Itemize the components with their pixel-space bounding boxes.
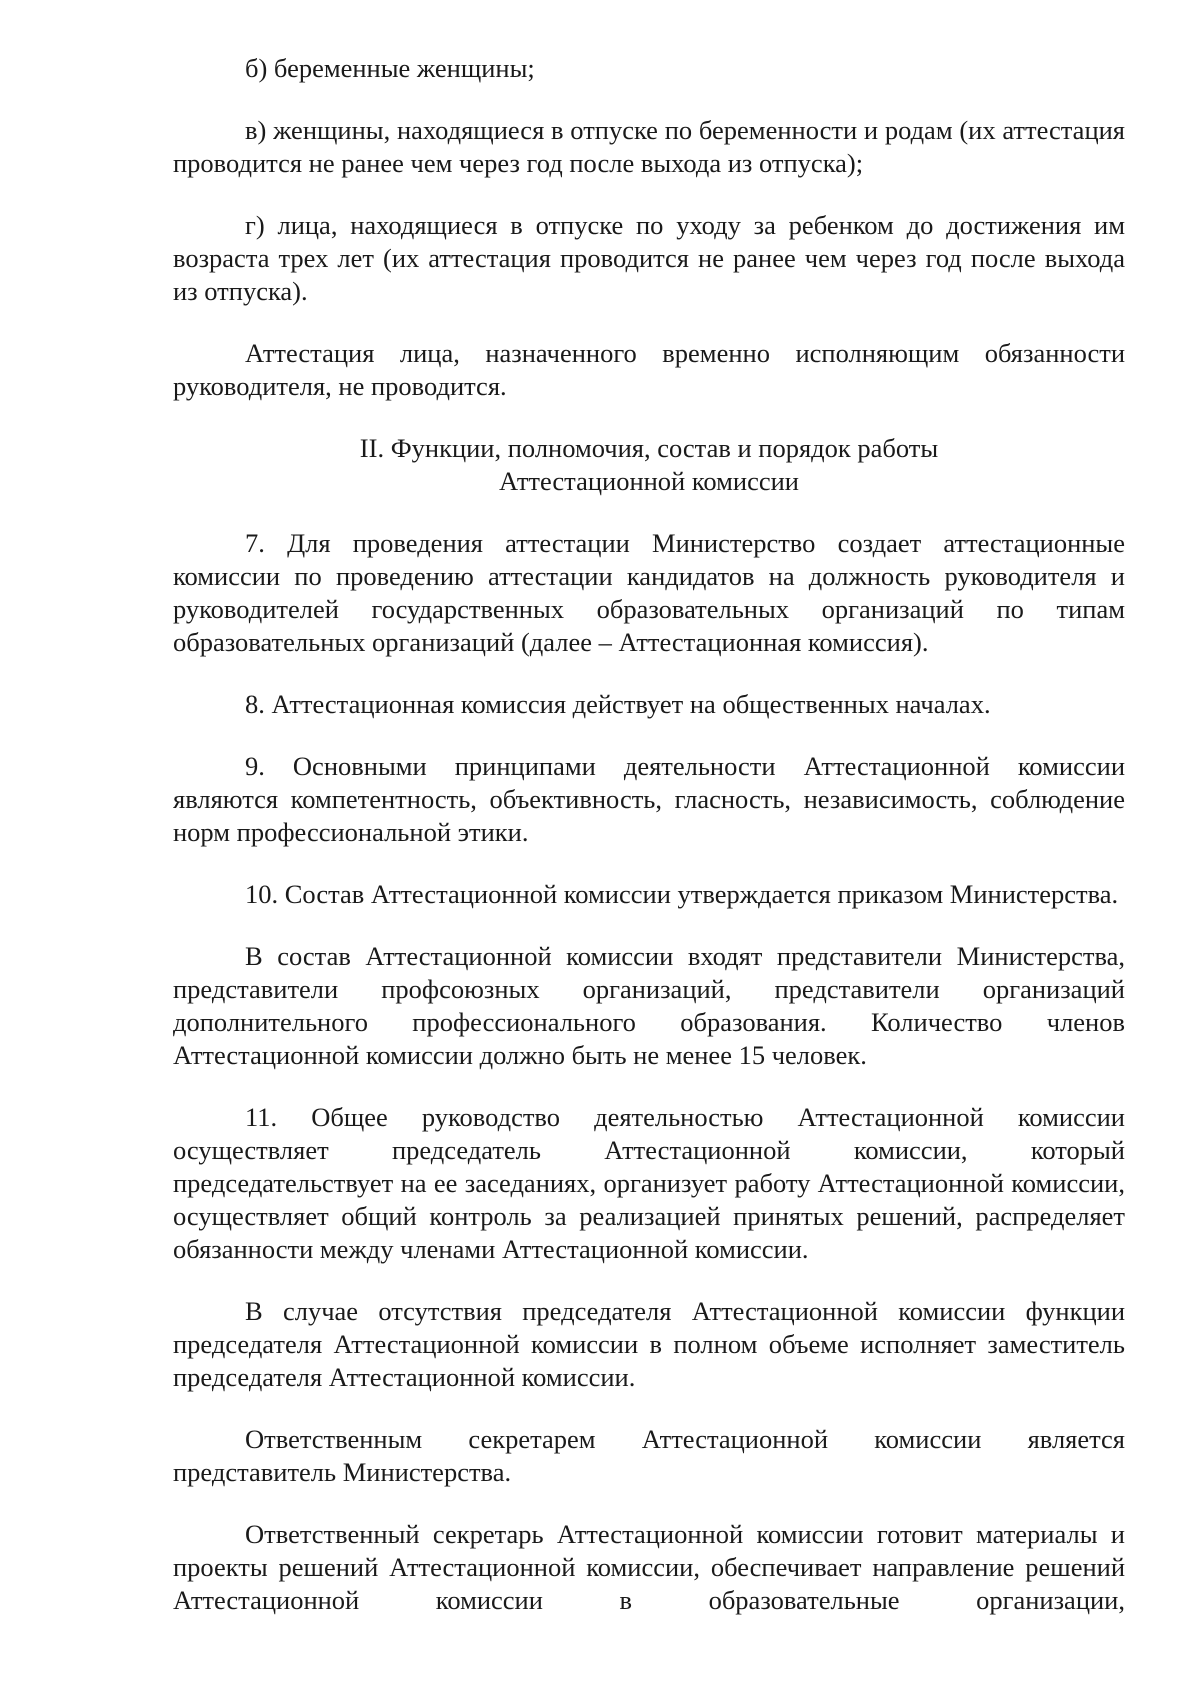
paragraph-chair-absence: В случае отсутствия председателя Аттестационной комиссии функции председателя Аттестационной комиссии в полном объеме исполняет заместитель председателя Аттестационной комиссии. — [173, 1296, 1125, 1392]
paragraph-composition: В состав Аттестационной комиссии входят представители Министерства, представители профсоюзных организаций, представители организаций дополнительного профессионального образования. Количество членов Аттестационной комиссии должно быть не менее 15 человек. — [173, 941, 1125, 1070]
paragraph-7: 7. Для проведения аттестации Министерство создает аттестационные комиссии по проведению аттестации кандидатов на должность руководителя и руководителей государственных образовательных организаций по типам образовательных организаций (далее – Аттестационная комиссия). — [173, 528, 1125, 657]
paragraph-g: г) лица, находящиеся в отпуске по уходу за ребенком до достижения им возраста трех лет (их аттестация проводится не ранее чем через год после выхода из отпуска). — [173, 210, 1125, 306]
section-heading-line-2: Аттестационной комиссии — [499, 466, 799, 496]
paragraph-10: 10. Состав Аттестационной комиссии утверждается приказом Министерства. — [245, 879, 1119, 909]
paragraph-v: в) женщины, находящиеся в отпуске по беременности и родам (их аттестация проводится не ранее чем через год после выхода из отпуска); — [173, 115, 1125, 178]
section-heading-line-1: II. Функции, полномочия, состав и порядок работы — [359, 433, 939, 463]
paragraph-8: 8. Аттестационная комиссия действует на общественных началах. — [245, 689, 991, 719]
paragraph-secretary: Ответственным секретарем Аттестационной комиссии является представитель Министерства. — [173, 1424, 1125, 1487]
section-heading — [173, 432, 1125, 498]
paragraph-9: 9. Основными принципами деятельности Аттестационной комиссии являются компетентность, объективность, гласность, независимость, соблюдение норм профессиональной этики. — [173, 751, 1125, 847]
document-page — [173, 52, 1125, 1617]
paragraph-b: б) беременные женщины; — [245, 53, 535, 83]
paragraph-11: 11. Общее руководство деятельностью Аттестационной комиссии осуществляет председатель Аттестационной комиссии, который председательствует на ее заседаниях, организует работу Аттестационной комиссии, осуществляет общий контроль за реализацией принятых решений, распределяет обязанности между членами Аттестационной комиссии. — [173, 1102, 1125, 1264]
paragraph-secretary-duties: Ответственный секретарь Аттестационной комиссии готовит материалы и проекты решений Аттестационной комиссии, обеспечивает направление решений Аттестационной комиссии в образовательные организации, — [173, 1519, 1125, 1615]
paragraph-acting-head: Аттестация лица, назначенного временно исполняющим обязанности руководителя, не проводится. — [173, 338, 1125, 401]
